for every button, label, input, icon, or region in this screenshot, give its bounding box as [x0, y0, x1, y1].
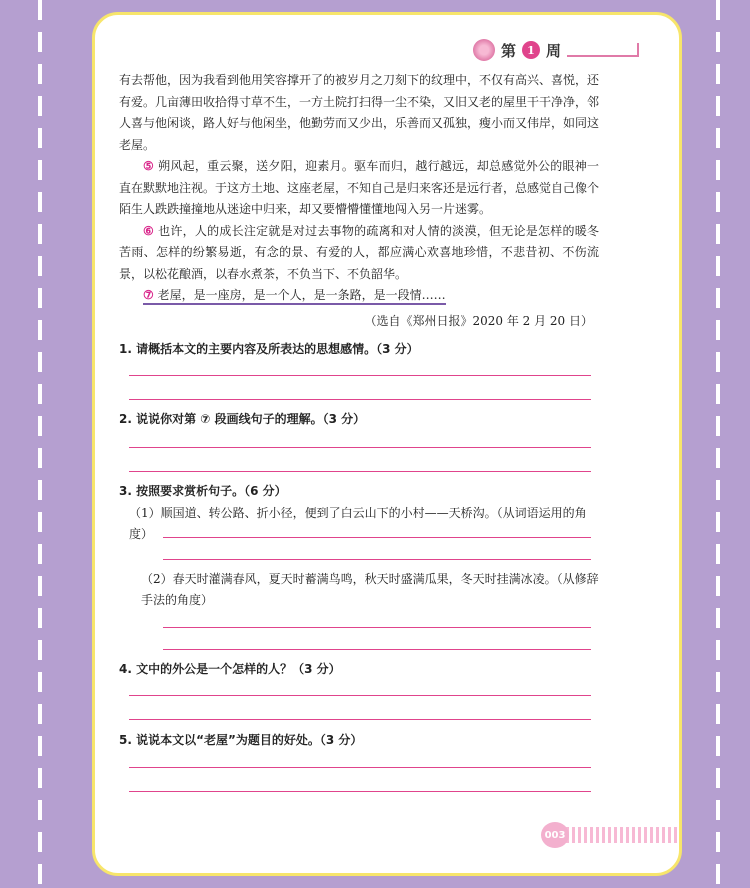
answer-line[interactable]: [129, 471, 591, 472]
answer-line[interactable]: [129, 719, 591, 720]
header-rule: [567, 43, 639, 57]
answer-line[interactable]: [163, 559, 591, 560]
answer-line[interactable]: [129, 375, 591, 376]
paragraph-number: ⑦: [143, 288, 154, 302]
question-3-part-1: （1）顺国道、转公路、折小径，便到了白云山下的小村——天桥沟。（从词语运用的角度）: [129, 506, 587, 541]
answer-line[interactable]: [163, 649, 591, 650]
paragraph-text: 老屋，是一座房，是一个人，是一条路，是一段情……: [157, 288, 446, 302]
right-dashed-border: [716, 0, 720, 888]
worksheet-page: [92, 12, 682, 876]
page-number: 003: [541, 822, 569, 848]
source-citation: （选自《郑州日报》2020 年 2 月 20 日）: [364, 313, 593, 328]
underlined-sentence: [143, 288, 446, 305]
answer-line[interactable]: [163, 627, 591, 628]
question-5: 5. 说说本文以“老屋”为题目的好处。（3 分）: [119, 733, 363, 747]
answer-line[interactable]: [129, 447, 591, 448]
answer-line[interactable]: [163, 537, 591, 538]
week-suffix: 周: [545, 41, 561, 60]
paragraph-number: ⑥: [143, 223, 155, 238]
paragraph-4-end: 有去帮他，因为我看到他用笑容撑开了的被岁月之刀刻下的纹理中，不仅有高兴、喜悦，还有爱。几亩薄田收拾得寸草不生，一方土院打扫得一尘不染，又旧又老的屋里干干净净，邻人喜与他闲谈，路人好与他闲坐，他勤劳而又少出，乐善而又孤独，瘦小而又伟岸，如同这老屋。: [119, 73, 600, 152]
question-3-part-2: （2）春天时灌满春风，夏天时蓄满鸟鸣，秋天时盛满瓜果，冬天时挂满冰凌。（从修辞手法的角度）: [141, 572, 599, 607]
paragraph-7: [119, 285, 599, 307]
question-4: 4. 文中的外公是一个怎样的人？（3 分）: [119, 662, 341, 676]
answer-line[interactable]: [129, 767, 591, 768]
question-1: 1. 请概括本文的主要内容及所表达的思想感情。（3 分）: [119, 342, 419, 356]
left-dashed-border: [38, 0, 42, 888]
week-prefix: 第: [500, 41, 516, 60]
paragraph-number: ⑤: [143, 159, 155, 173]
answer-line[interactable]: [129, 791, 591, 792]
week-header: [473, 37, 639, 63]
question-3: 3. 按照要求赏析句子。（6 分）: [119, 484, 287, 498]
footer-stripe: [554, 827, 679, 843]
answer-line[interactable]: [129, 399, 591, 400]
week-number-badge: 1: [522, 41, 540, 59]
answer-line[interactable]: [129, 695, 591, 696]
paragraph-text: 朔风起，重云聚，送夕阳，迎素月。驱车而归，越行越远，却总感觉外公的眼神一直在默默地注视。于这方土地、这座老屋，不知自己是归来客还是远行者，总感觉自己像个陌生人跌跌撞撞地从迷途中归来，却又要懵懵懂懂地闯入另一片迷雾。: [119, 159, 600, 216]
flower-icon: [473, 39, 495, 61]
paragraph-6: [119, 221, 599, 286]
question-2: 2. 说说你对第 ⑦ 段画线句子的理解。（3 分）: [119, 412, 366, 426]
paragraph-5: [119, 156, 599, 221]
article-text: [119, 70, 599, 332]
paragraph-text: 也许，人的成长注定就是对过去事物的疏离和对人情的淡漠，但无论是怎样的暖冬苦雨、怎样的纷繁易逝，有念的景、有爱的人，都应满心欢喜地珍惜，不悲昔初、不伤流景，以松花酿酒，以春水煮茶，不负当下、不负韶华。: [119, 223, 599, 281]
